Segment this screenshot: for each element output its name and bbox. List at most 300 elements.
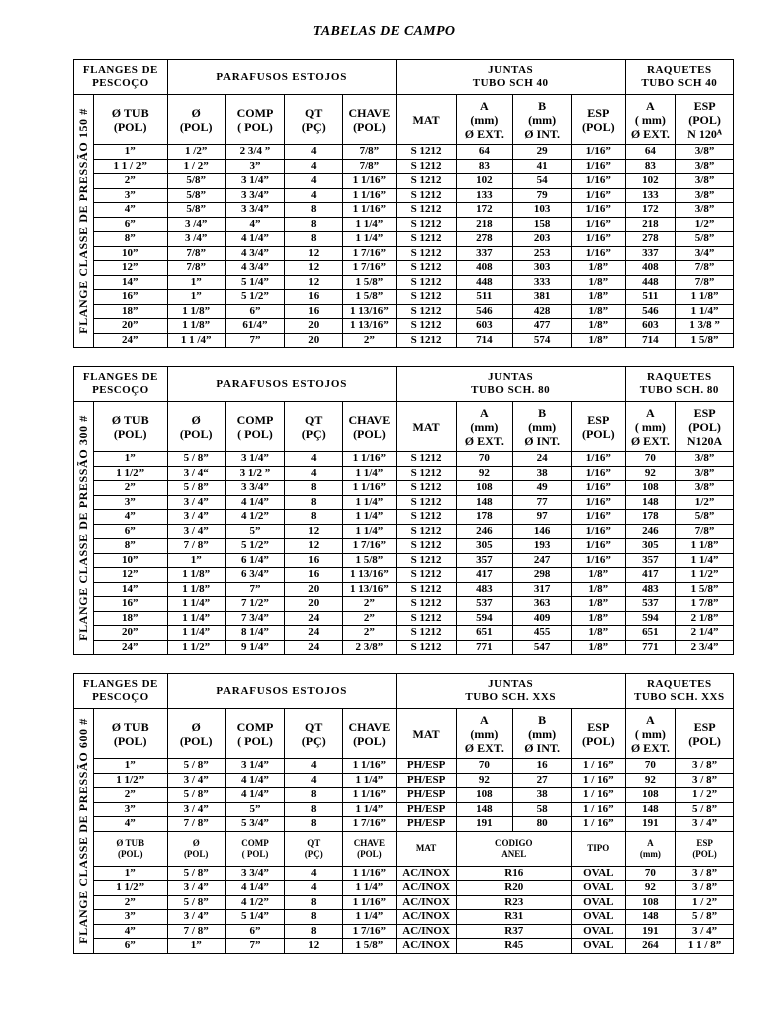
table-cell: 1/16” — [571, 495, 625, 510]
table-cell: 102 — [625, 174, 676, 189]
table-cell: 70 — [625, 759, 676, 774]
section-header-row — [74, 674, 734, 709]
table-cell: 1 7/16” — [343, 246, 397, 261]
table-cell: 5 / 8” — [167, 759, 225, 774]
table-cell: 1 13/16” — [343, 304, 397, 319]
header-text: QT — [305, 105, 323, 120]
table-cell: 1/2” — [676, 495, 734, 510]
table-cell: R45 — [456, 939, 571, 954]
table-cell: 1 /2” — [167, 145, 225, 160]
table-cell: 8 — [285, 788, 343, 803]
header-text: (mm) — [470, 419, 499, 434]
header-text: (PÇ) — [301, 733, 326, 748]
table-cell: 2 3/4” — [676, 640, 734, 655]
header-text: Ø — [191, 412, 201, 427]
table-cell: 603 — [456, 319, 513, 334]
header-text: ( POL) — [241, 848, 269, 859]
table-cell: 1 / 2” — [167, 159, 225, 174]
table-cell: 537 — [456, 597, 513, 612]
table-cell: AC/INOX — [396, 866, 456, 881]
table-row — [74, 788, 734, 803]
column-header — [456, 95, 513, 145]
table-cell: 3 1/4” — [225, 174, 285, 189]
table-cell: 191 — [625, 924, 676, 939]
table-cell: S 1212 — [396, 466, 456, 481]
table-cell: 16 — [285, 553, 343, 568]
header-text: A — [480, 98, 489, 113]
parafusos-header: PARAFUSOS ESTOJOS — [167, 367, 396, 402]
table-cell: 20 — [285, 319, 343, 334]
ring-joint-column-header — [571, 831, 625, 866]
table-cell: 5 / 8” — [676, 802, 734, 817]
table-cell: 1/8” — [571, 568, 625, 583]
table-row — [74, 319, 734, 334]
table-cell: 70 — [456, 452, 513, 467]
table-cell: 191 — [625, 817, 676, 832]
table-cell: 4 — [285, 881, 343, 896]
table-cell: 8 — [285, 510, 343, 525]
column-header — [456, 709, 513, 759]
header-text: Ø — [192, 837, 200, 848]
table-cell: 1 1/16” — [343, 452, 397, 467]
ring-joint-column-header — [285, 831, 343, 866]
table-cell: AC/INOX — [396, 881, 456, 896]
header-text: ESP — [693, 405, 716, 420]
table-cell: 1 1/4” — [343, 495, 397, 510]
table-cell: 5/8” — [676, 232, 734, 247]
table-cell: 1” — [93, 866, 167, 881]
table-row — [74, 188, 734, 203]
table-cell: 448 — [625, 275, 676, 290]
table-cell: 3” — [93, 495, 167, 510]
header-text: (POL) — [688, 419, 721, 434]
table-cell: 108 — [625, 895, 676, 910]
table-cell: 7 / 8” — [167, 539, 225, 554]
table-cell: 148 — [625, 495, 676, 510]
header-text: ( POL) — [237, 119, 273, 134]
table-cell: 5 1/2” — [225, 539, 285, 554]
table-cell: S 1212 — [396, 539, 456, 554]
table-cell: 1 7/16” — [343, 817, 397, 832]
table-cell: 714 — [456, 333, 513, 348]
table-cell: 16 — [513, 759, 572, 774]
table-cell: 20 — [285, 597, 343, 612]
table-class-300 — [73, 366, 734, 655]
table-cell: 9 1/4” — [225, 640, 285, 655]
header-text: Ø TUB — [116, 837, 144, 848]
table-cell: 4” — [93, 817, 167, 832]
table-cell: 594 — [456, 611, 513, 626]
column-header — [167, 95, 225, 145]
column-header — [456, 402, 513, 452]
table-row — [74, 481, 734, 496]
table-cell: 14” — [93, 582, 167, 597]
table-cell: 1 1/8” — [167, 582, 225, 597]
table-row — [74, 466, 734, 481]
table-cell: 146 — [513, 524, 572, 539]
table-cell: 1 / 16” — [571, 759, 625, 774]
header-text: Ø EXT. — [630, 740, 670, 755]
table-cell: 3 / 8” — [676, 866, 734, 881]
table-cell: 4” — [225, 217, 285, 232]
table-cell: 1/8” — [571, 275, 625, 290]
table-cell: 7/8” — [676, 524, 734, 539]
table-cell: 41 — [513, 159, 572, 174]
header-text: QT — [305, 719, 323, 734]
flanges-header: FLANGES DE PESCOÇO — [74, 367, 168, 402]
table-cell: 70 — [625, 866, 676, 881]
table-cell: 1 5/8” — [343, 275, 397, 290]
table-cell: 5/8” — [167, 188, 225, 203]
table-cell: 92 — [625, 466, 676, 481]
table-cell: 16 — [285, 304, 343, 319]
column-header — [396, 95, 456, 145]
column-header — [513, 709, 572, 759]
table-cell: 5 / 8” — [167, 895, 225, 910]
table-cell: 3 3/4” — [225, 203, 285, 218]
table-cell: S 1212 — [396, 275, 456, 290]
table-cell: 1 1/2” — [167, 640, 225, 655]
table-cell: 3” — [93, 802, 167, 817]
table-cell: 5 / 8” — [676, 910, 734, 925]
header-text: Ø TUB — [111, 719, 149, 734]
table-cell: 4 — [285, 159, 343, 174]
table-cell: S 1212 — [396, 145, 456, 160]
table-cell: 3 /4” — [167, 217, 225, 232]
juntas-subheader: TUBO SCH. 80 — [471, 384, 551, 396]
header-text: A — [646, 98, 655, 113]
header-text: ANEL — [501, 848, 527, 859]
table-cell: 1” — [93, 452, 167, 467]
table-cell: 5” — [225, 802, 285, 817]
table-row — [74, 510, 734, 525]
header-text: ( POL) — [237, 426, 273, 441]
table-cell: R20 — [456, 881, 571, 896]
table-cell: 92 — [625, 881, 676, 896]
table-cell: 337 — [456, 246, 513, 261]
table-cell: 38 — [513, 788, 572, 803]
header-text: ESP — [693, 98, 716, 113]
table-cell: 77 — [513, 495, 572, 510]
table-cell: 381 — [513, 290, 572, 305]
ring-joint-row — [74, 895, 734, 910]
header-text: ( POL) — [237, 733, 273, 748]
table-cell: 8 — [285, 924, 343, 939]
header-text: Ø — [191, 105, 201, 120]
table-cell: S 1212 — [396, 510, 456, 525]
table-cell: 10” — [93, 553, 167, 568]
table-cell: 12” — [93, 261, 167, 276]
table-cell: 148 — [456, 495, 513, 510]
table-row — [74, 174, 734, 189]
table-cell: 58 — [513, 802, 572, 817]
header-text: (PÇ) — [304, 848, 323, 859]
table-cell: 8” — [93, 232, 167, 247]
column-header — [513, 402, 572, 452]
table-cell: 1/16” — [571, 539, 625, 554]
header-text: (POL) — [183, 848, 209, 859]
header-text: Ø INT. — [524, 433, 560, 448]
table-cell: 24 — [513, 452, 572, 467]
column-header — [571, 402, 625, 452]
table-cell: 4 1/4” — [225, 788, 285, 803]
table-row — [74, 304, 734, 319]
header-text: CHAVE — [353, 837, 386, 848]
table-cell: R16 — [456, 866, 571, 881]
table-cell: 7/8” — [167, 246, 225, 261]
table-cell: S 1212 — [396, 495, 456, 510]
table-cell: 3/8” — [676, 174, 734, 189]
table-cell: 12 — [285, 524, 343, 539]
table-row — [74, 802, 734, 817]
table-cell: 546 — [625, 304, 676, 319]
table-cell: 29 — [513, 145, 572, 160]
table-cell: 20 — [285, 333, 343, 348]
table-cell: 8 — [285, 232, 343, 247]
table-cell: 92 — [456, 466, 513, 481]
table-cell: 1/16” — [571, 481, 625, 496]
table-cell: 8 — [285, 203, 343, 218]
column-header — [571, 709, 625, 759]
header-text: A — [480, 405, 489, 420]
table-cell: 4 1/4” — [225, 495, 285, 510]
header-text: COMP — [236, 105, 274, 120]
header-text: (mm) — [528, 726, 557, 741]
table-cell: 3 / 4” — [167, 910, 225, 925]
table-cell: 1/16” — [571, 174, 625, 189]
header-text: ESP — [587, 105, 610, 120]
table-cell: 3/8” — [676, 159, 734, 174]
table-cell: 2” — [93, 788, 167, 803]
table-cell: 1/16” — [571, 188, 625, 203]
table-cell: 1” — [167, 275, 225, 290]
table-cell: 1 1/8” — [676, 290, 734, 305]
header-text: (POL) — [117, 848, 143, 859]
header-text: N 120ᴬ — [687, 126, 722, 141]
table-cell: 8” — [93, 539, 167, 554]
table-cell: 448 — [456, 275, 513, 290]
table-cell: 1” — [93, 759, 167, 774]
raquetes-subheader: TUBO SCH 40 — [641, 77, 718, 89]
table-cell: 3 / 8” — [676, 773, 734, 788]
table-cell: 1/16” — [571, 217, 625, 232]
pressure-class-label: FLANGE CLASSE DE PRESSÃO 600 # — [76, 717, 91, 944]
header-text: B — [538, 405, 547, 420]
column-header — [396, 402, 456, 452]
table-cell: 1/16” — [571, 246, 625, 261]
table-cell: 3” — [225, 159, 285, 174]
table-cell: 148 — [625, 910, 676, 925]
table-cell: PH/ESP — [396, 802, 456, 817]
column-header — [676, 709, 734, 759]
table-cell: 24 — [285, 626, 343, 641]
table-cell: 333 — [513, 275, 572, 290]
section-header-row — [74, 367, 734, 402]
table-cell: 16” — [93, 290, 167, 305]
table-cell: 70 — [456, 759, 513, 774]
table-cell: 1 1/4” — [343, 232, 397, 247]
table-cell: 4” — [93, 924, 167, 939]
table-cell: 172 — [456, 203, 513, 218]
table-cell: S 1212 — [396, 452, 456, 467]
table-cell: 10” — [93, 246, 167, 261]
header-text: MAT — [412, 419, 440, 434]
table-cell: 16” — [93, 597, 167, 612]
table-cell: 108 — [456, 788, 513, 803]
table-cell: 3/8” — [676, 466, 734, 481]
header-text: Ø INT. — [524, 740, 560, 755]
table-cell: 20” — [93, 319, 167, 334]
table-cell: 1” — [93, 145, 167, 160]
header-text: COMP — [241, 837, 269, 848]
table-cell: 357 — [625, 553, 676, 568]
table-class-600 — [73, 673, 734, 954]
table-cell: OVAL — [571, 866, 625, 881]
table-cell: 8 1/4” — [225, 626, 285, 641]
table-cell: 1 / 16” — [571, 817, 625, 832]
table-cell: 417 — [456, 568, 513, 583]
raquetes-subheader: TUBO SCH. 80 — [639, 384, 719, 396]
table-cell: 483 — [456, 582, 513, 597]
header-text: (POL) — [113, 119, 147, 134]
table-cell: AC/INOX — [396, 939, 456, 954]
table-cell: 4 — [285, 174, 343, 189]
ring-joint-row — [74, 924, 734, 939]
table-cell: 546 — [456, 304, 513, 319]
ring-joint-column-header — [676, 831, 734, 866]
table-cell: 6” — [93, 524, 167, 539]
table-cell: 102 — [456, 174, 513, 189]
table-cell: 7/8” — [343, 159, 397, 174]
table-cell: 2” — [343, 597, 397, 612]
ring-joint-row — [74, 866, 734, 881]
table-cell: 1/8” — [571, 319, 625, 334]
header-text: A — [646, 712, 655, 727]
table-cell: 3 3/4” — [225, 866, 285, 881]
table-cell: 2 1/8” — [676, 611, 734, 626]
table-cell: 3 3/4” — [225, 481, 285, 496]
table-cell: 24” — [93, 640, 167, 655]
table-cell: 1 5/8” — [676, 582, 734, 597]
table-cell: 1/16” — [571, 510, 625, 525]
table-cell: 771 — [456, 640, 513, 655]
table-cell: 4 — [285, 188, 343, 203]
table-cell: S 1212 — [396, 188, 456, 203]
table-row — [74, 495, 734, 510]
table-cell: S 1212 — [396, 582, 456, 597]
table-cell: 5” — [225, 524, 285, 539]
table-cell: 27 — [513, 773, 572, 788]
table-cell: 1/2” — [676, 217, 734, 232]
table-row — [74, 640, 734, 655]
table-cell: S 1212 — [396, 319, 456, 334]
table-cell: 4 — [285, 466, 343, 481]
table-cell: 1 5/8” — [676, 333, 734, 348]
juntas-header-cell — [396, 367, 625, 402]
table-cell: 428 — [513, 304, 572, 319]
table-cell: 49 — [513, 481, 572, 496]
table-cell: 771 — [625, 640, 676, 655]
table-cell: 4” — [93, 510, 167, 525]
table-cell: 2” — [343, 611, 397, 626]
header-text: Ø EXT. — [630, 433, 670, 448]
header-text: B — [538, 98, 547, 113]
table-cell: 6 1/4” — [225, 553, 285, 568]
table-row — [74, 553, 734, 568]
table-cell: 218 — [625, 217, 676, 232]
header-text: TIPO — [587, 843, 610, 853]
table-cell: 1 1/4” — [343, 881, 397, 896]
table-cell: 1 1/4” — [167, 626, 225, 641]
table-cell: 337 — [625, 246, 676, 261]
table-cell: 8 — [285, 481, 343, 496]
pressure-class-label: FLANGE CLASSE DE PRESSÃO 150 # — [76, 108, 91, 334]
table-cell: 305 — [456, 539, 513, 554]
table-cell: 64 — [625, 145, 676, 160]
table-cell: 92 — [625, 773, 676, 788]
ring-joint-column-header — [456, 831, 571, 866]
table-cell: 7” — [225, 333, 285, 348]
header-text: CHAVE — [348, 412, 391, 427]
column-header — [343, 95, 397, 145]
table-cell: 253 — [513, 246, 572, 261]
table-cell: 24 — [285, 611, 343, 626]
table-cell: 1 1 /4” — [167, 333, 225, 348]
table-cell: 12 — [285, 275, 343, 290]
table-cell: 1/16” — [571, 524, 625, 539]
table-cell: 158 — [513, 217, 572, 232]
table-cell: 3 / 4” — [167, 773, 225, 788]
ring-joint-column-header — [625, 831, 676, 866]
table-row — [74, 333, 734, 348]
table-row — [74, 611, 734, 626]
column-header — [225, 402, 285, 452]
header-text: (POL) — [179, 733, 213, 748]
table-cell: 24” — [93, 333, 167, 348]
table-cell: 317 — [513, 582, 572, 597]
table-row — [74, 145, 734, 160]
table-cell: S 1212 — [396, 611, 456, 626]
table-cell: 5 / 8” — [167, 452, 225, 467]
table-row — [74, 203, 734, 218]
header-text: (POL) — [692, 848, 717, 859]
table-cell: 24 — [285, 640, 343, 655]
column-header — [93, 402, 167, 452]
table-cell: 3 / 8” — [676, 759, 734, 774]
table-row — [74, 568, 734, 583]
table-cell: R31 — [456, 910, 571, 925]
header-text: (POL) — [353, 426, 386, 441]
header-text: ( mm) — [634, 112, 666, 127]
table-cell: 4 — [285, 866, 343, 881]
table-cell: 1/8” — [571, 333, 625, 348]
table-cell: 1 1/8” — [676, 539, 734, 554]
table-cell: 603 — [625, 319, 676, 334]
table-cell: 6” — [93, 217, 167, 232]
header-text: ESP — [696, 837, 713, 848]
table-cell: 1 1/4” — [167, 611, 225, 626]
raquetes-header: RAQUETES — [647, 64, 712, 76]
header-text: (POL) — [688, 733, 721, 748]
column-header — [225, 709, 285, 759]
table-cell: S 1212 — [396, 553, 456, 568]
table-cell: 5 / 8” — [167, 481, 225, 496]
table-cell: S 1212 — [396, 333, 456, 348]
table-cell: 1 1/8” — [167, 319, 225, 334]
table-cell: 7/8” — [167, 261, 225, 276]
table-cell: 1 1/4” — [167, 597, 225, 612]
table-cell: 83 — [456, 159, 513, 174]
